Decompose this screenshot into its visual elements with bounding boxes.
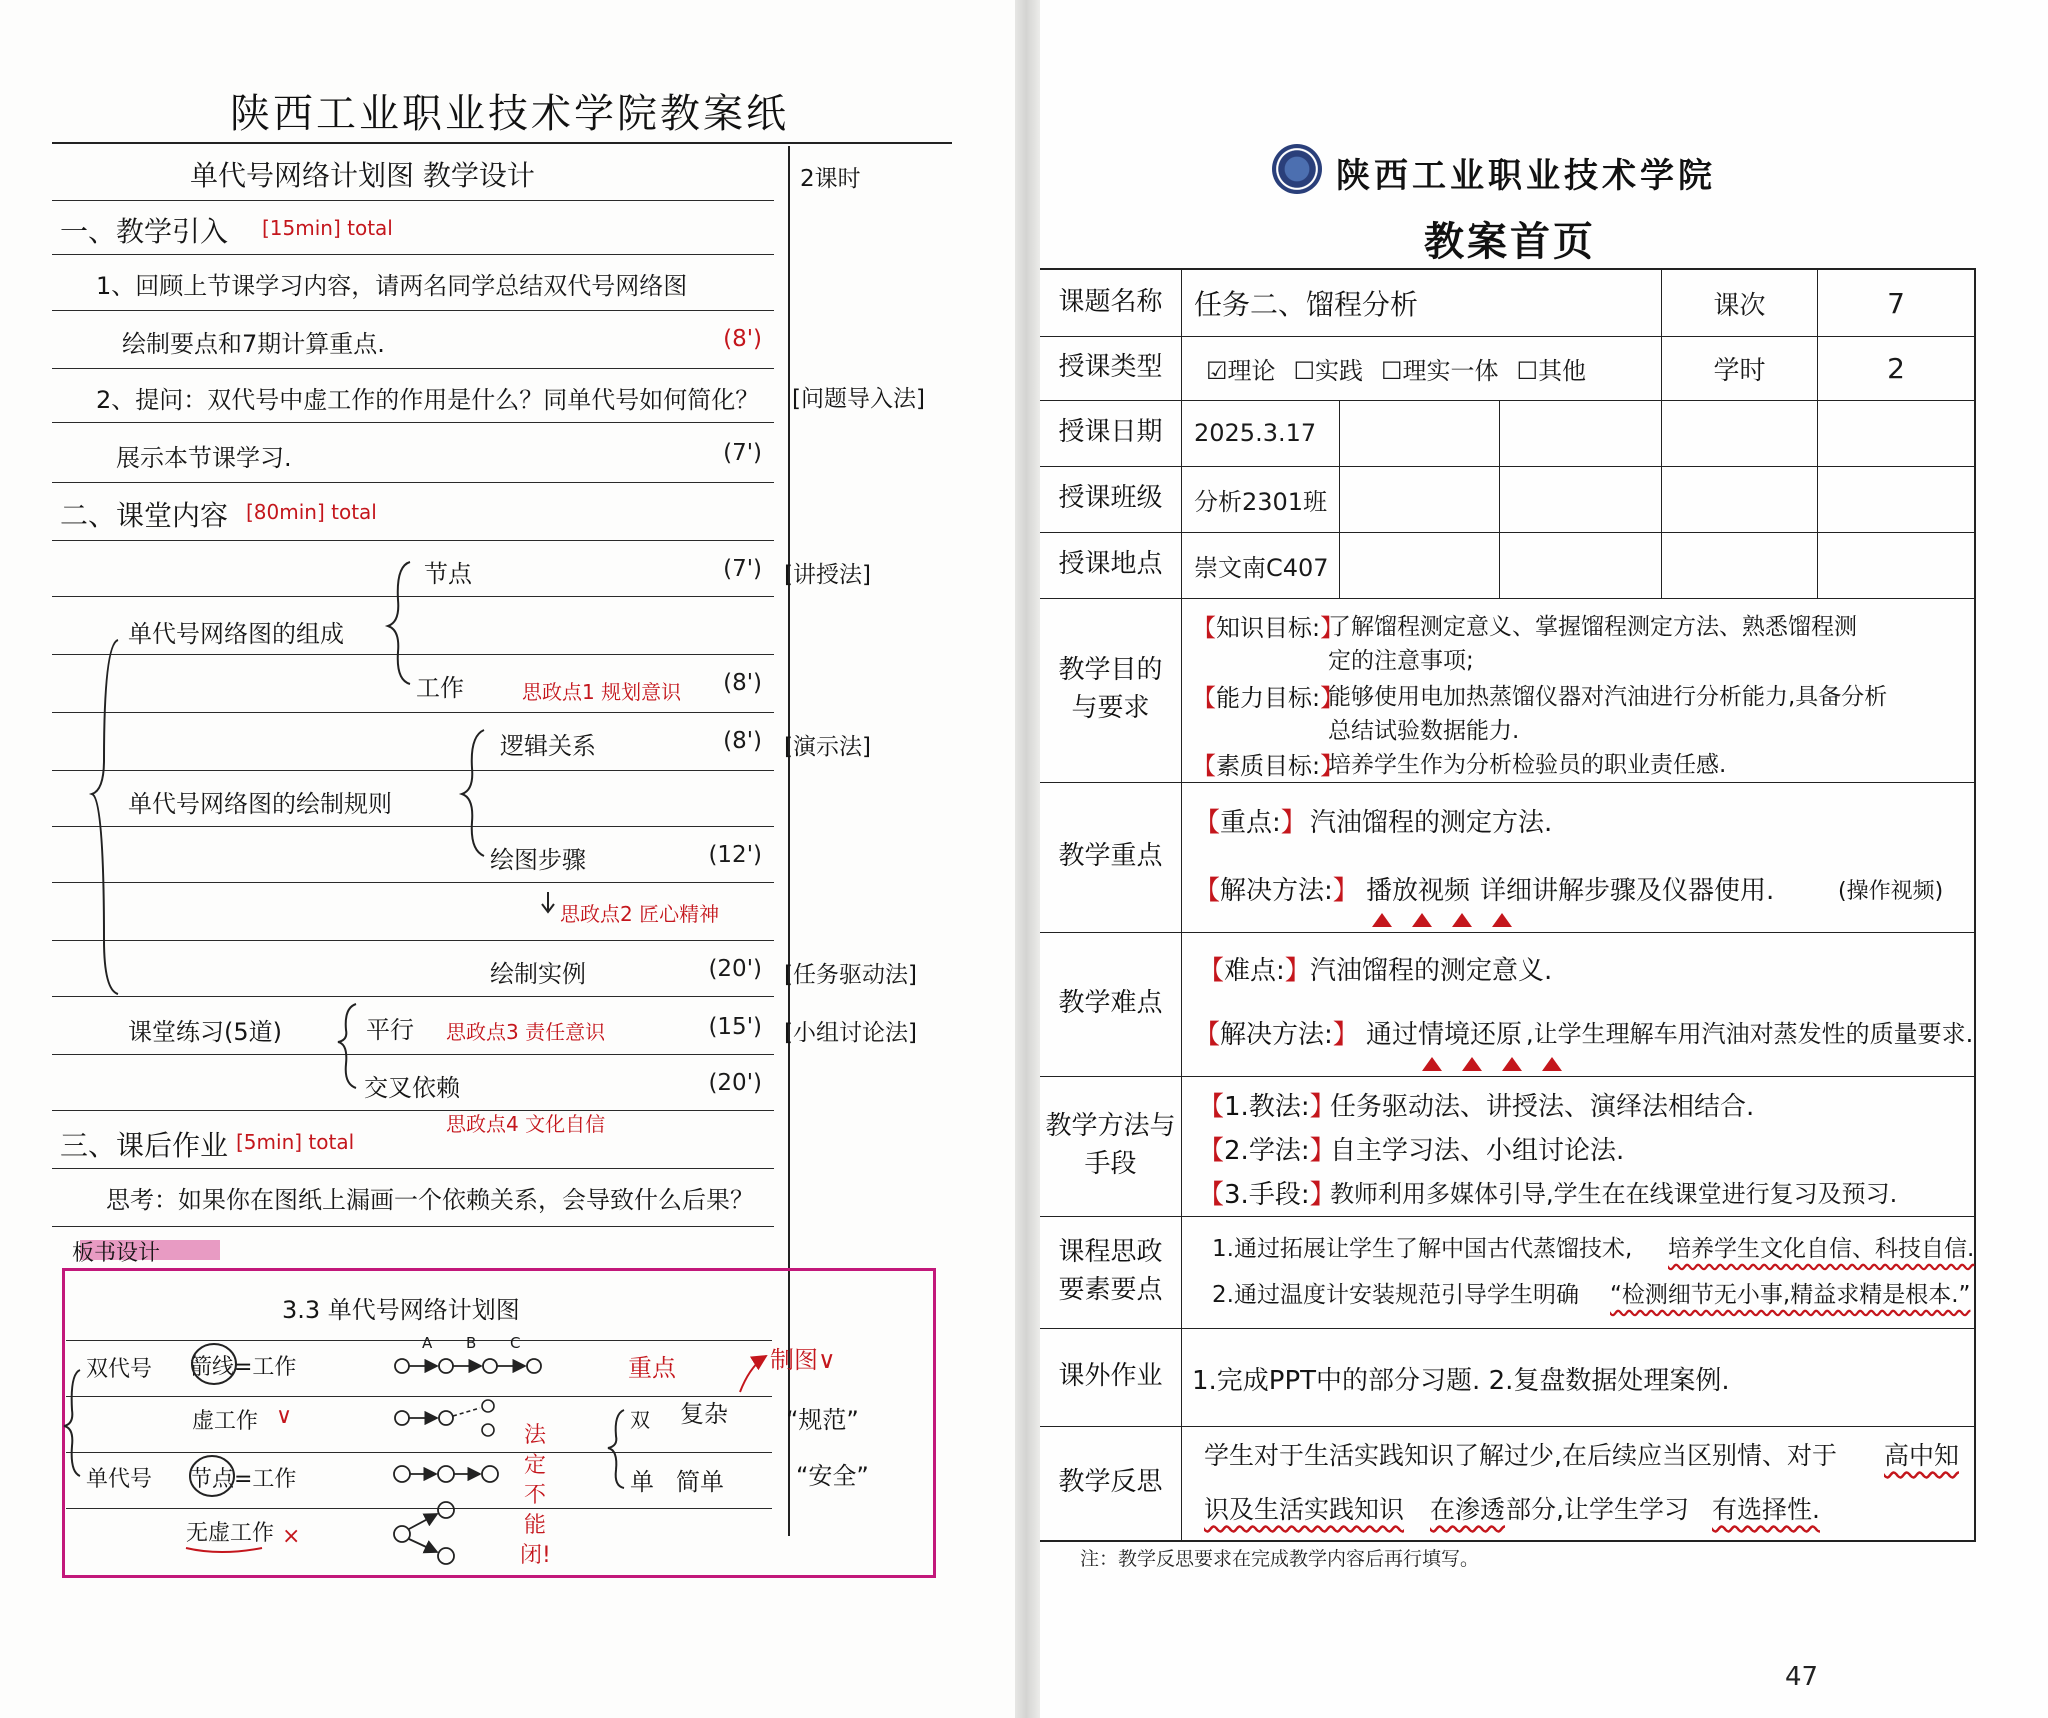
label-session: 课次	[1713, 290, 1766, 321]
goal-quality: 培养学生作为分析检验员的职业责任感.	[1328, 752, 1727, 778]
lesson-cover-form	[1040, 268, 1976, 1542]
emphasis-marks	[1362, 904, 1522, 934]
board-note-c: 不	[524, 1483, 547, 1508]
key-text: 汽油馏程的测定方法.	[1310, 808, 1553, 838]
reflection-2a: 识及生活实践知识	[1204, 1495, 1405, 1524]
board-standard: “规范”	[786, 1406, 859, 1434]
page-number: 47	[1785, 1662, 1819, 1692]
label-ideology-2: 要素要点	[1058, 1275, 1163, 1305]
item-steps: 绘图步骤	[490, 846, 586, 874]
label-ideology-1: 课程思政	[1058, 1237, 1163, 1268]
diff-solve-b: 情境还原	[1418, 1020, 1523, 1050]
item-cross-time: (20')	[708, 1070, 762, 1096]
emphasis-marks	[1412, 1048, 1572, 1078]
ideology-point-3: 思政点3 责任意识	[446, 1020, 606, 1044]
school-name: 陕西工业职业技术学院	[1336, 156, 1716, 196]
value-type	[1182, 336, 1662, 400]
reflection-2c: 部分,让学生学习	[1506, 1495, 1689, 1524]
row-key	[1040, 782, 1974, 933]
topic-text: 任务二、馏程分析	[1194, 288, 1419, 321]
method-demo: [演示法]	[784, 734, 871, 760]
lesson-title: 单代号网络计划图 教学设计	[190, 159, 535, 192]
label-hours-cell	[1662, 336, 1818, 400]
row-reflection	[1040, 1426, 1974, 1540]
board-check: ∨	[276, 1404, 293, 1429]
board-label-c: C	[510, 1334, 521, 1352]
key-tag: 【 重点: 】	[1194, 802, 1307, 839]
grid-cell	[1500, 466, 1662, 532]
triangle-mark	[1372, 913, 1392, 927]
value-place-cell	[1182, 532, 1340, 598]
item-example: 绘制实例	[490, 960, 586, 988]
board-label-b: B	[466, 1334, 477, 1352]
homework-question: 思考：如果你在图纸上漏画一个依赖关系，会导致什么后果？	[106, 1186, 754, 1214]
cover-title: 教案首页	[1424, 218, 1596, 265]
grid-cell	[1500, 532, 1662, 598]
board-label-a: A	[422, 1334, 433, 1352]
method-means: 教师利用多媒体引导,学生在在线课堂进行复习及预习.	[1330, 1180, 1898, 1208]
method-learn-tag: 【 2.学法: 】	[1198, 1130, 1336, 1167]
lesson-cover-page	[1040, 0, 2048, 1718]
diff-tag: 【 难点: 】	[1198, 950, 1311, 987]
section-1-time: [15min] total	[262, 216, 393, 240]
intro-item-2a: 2、提问：双代号中虚工作的作用是什么？同单代号如何简化？	[96, 386, 760, 414]
label-key: 教学重点	[1040, 782, 1182, 932]
intro-item-1a: 1、回顾上节课学习内容，请两名同学总结双代号网络图	[96, 272, 688, 300]
type-other[interactable]: ☐其他	[1516, 356, 1587, 385]
board-title: 3.3 单代号网络计划图	[282, 1296, 520, 1324]
item-composition: 单代号网络图的组成	[128, 620, 344, 648]
item-steps-time: (12')	[708, 842, 762, 868]
method-question: [问题导入法]	[792, 386, 925, 412]
board-virtual: 虚工作	[192, 1409, 259, 1434]
board-dual: 双代号	[86, 1357, 153, 1382]
value-class: 分析2301班	[1194, 487, 1328, 516]
goal-ability-tag: 【 能力目标: 】	[1192, 678, 1344, 713]
goal-knowledge-a: 了解馏程测定意义、掌握馏程测定方法、熟悉馏程测	[1328, 614, 1857, 640]
value-topic	[1182, 270, 1662, 336]
goal-ability-a: 能够使用电加热蒸馏仪器对汽油进行分析能力,具备分析	[1328, 684, 1888, 710]
label-ideology	[1040, 1216, 1182, 1328]
board-safety: “安全”	[796, 1462, 869, 1490]
item-rules: 单代号网络图的绘制规则	[128, 790, 392, 818]
method-task: [任务驱动法]	[784, 962, 917, 988]
triangle-mark	[1492, 913, 1512, 927]
diff-text: 汽油馏程的测定意义.	[1310, 956, 1553, 986]
goal-knowledge-b: 定的注意事项;	[1328, 648, 1474, 674]
board-dual-short: 双	[630, 1408, 650, 1432]
label-methods-1: 教学方法与	[1045, 1111, 1176, 1142]
board-note-a: 法	[524, 1423, 547, 1448]
ideology-2a: 2.通过温度计安装规范引导学生明确	[1212, 1282, 1579, 1308]
label-goals-2: 与要求	[1071, 693, 1150, 723]
board-node-eq: 节点=工作	[190, 1467, 297, 1492]
key-solve-a: 播放视频	[1366, 876, 1471, 906]
method-teach: 任务驱动法、讲授法、演绎法相结合.	[1330, 1092, 1755, 1122]
key-solve-tag: 【 解决方法: 】	[1194, 870, 1359, 907]
grid-cell	[1662, 400, 1818, 466]
item-cross: 交叉依赖	[364, 1074, 460, 1102]
triangle-mark	[1542, 1057, 1562, 1071]
board-note-d: 能	[524, 1513, 547, 1538]
label-hours: 学时	[1713, 355, 1766, 386]
method-teach-tag: 【 1.教法: 】	[1198, 1086, 1336, 1123]
row-difficulty	[1040, 932, 1974, 1077]
board-single-short: 单	[630, 1468, 654, 1496]
goal-knowledge-tag: 【 知识目标: 】	[1192, 608, 1344, 643]
section-2-time: [80min] total	[246, 500, 377, 524]
school-logo-icon	[1272, 144, 1322, 194]
row-methods	[1040, 1076, 1974, 1217]
method-means-tag: 【 3.手段: 】	[1198, 1174, 1336, 1211]
label-methods	[1040, 1076, 1182, 1216]
triangle-mark	[1462, 1057, 1482, 1071]
section-1-heading: 一、教学引入	[60, 215, 229, 248]
intro-item-2b: 展示本节课学习.	[116, 444, 292, 472]
row-ideology	[1040, 1216, 1974, 1329]
row-place	[1040, 532, 1974, 599]
label-type: 授课类型	[1040, 336, 1182, 400]
grid-cell	[1662, 466, 1818, 532]
value-session-cell	[1818, 270, 1974, 336]
reflection-1a: 学生对于生活实践知识了解过少,在后续应当区别情、对于	[1204, 1441, 1837, 1470]
intro-item-1b: 绘制要点和7期计算重点.	[122, 330, 385, 358]
diff-solve-a: 通过	[1366, 1020, 1419, 1050]
ideology-point-1: 思政点1 规划意识	[522, 680, 682, 704]
value-date: 2025.3.17	[1194, 419, 1317, 447]
book-gutter	[1015, 0, 1040, 1718]
method-group: [小组讨论法]	[784, 1020, 917, 1046]
ideology-1a: 1.通过拓展让学生了解中国古代蒸馏技术,	[1212, 1236, 1633, 1262]
section-2-heading: 二、课堂内容	[60, 499, 229, 532]
board-label: 板书设计	[72, 1241, 161, 1266]
ideology-point-4: 思政点4 文化自信	[446, 1112, 606, 1136]
homework-text: 1.完成PPT中的部分习题. 2.复盘数据处理案例.	[1192, 1366, 1730, 1396]
intro-item-2-time: (7')	[723, 440, 762, 466]
goal-quality-tag: 【 素质目标: 】	[1192, 746, 1344, 781]
method-lecture: [讲授法]	[784, 562, 871, 588]
key-solve-b: 详细讲解步骤及仪器使用.	[1480, 876, 1775, 906]
label-place: 授课地点	[1040, 532, 1182, 598]
section-3-heading: 三、课后作业	[60, 1129, 229, 1162]
value-place: 崇文南C407	[1194, 553, 1329, 582]
board-drawing: 制图∨	[770, 1346, 836, 1374]
triangle-mark	[1412, 913, 1432, 927]
type-theory[interactable]: ☑理论	[1206, 356, 1276, 385]
item-logic-time: (8')	[723, 728, 762, 754]
row-class	[1040, 466, 1974, 533]
ideology-1b: 培养学生文化自信、科技自信.	[1668, 1236, 1975, 1262]
label-date: 授课日期	[1040, 400, 1182, 466]
board-note-b: 定	[524, 1453, 547, 1478]
row-goals	[1040, 598, 1974, 783]
item-logic: 逻辑关系	[500, 732, 596, 760]
board-arrow-eq: 箭线=工作	[190, 1355, 297, 1380]
value-hours-cell	[1818, 336, 1974, 400]
goal-ability-b: 总结试验数据能力.	[1328, 718, 1520, 744]
lesson-plan-paper	[0, 0, 1015, 1718]
value-date-cell	[1182, 400, 1340, 466]
value-session: 7	[1887, 286, 1905, 320]
row-date	[1040, 400, 1974, 467]
grid-cell	[1818, 400, 1974, 466]
label-goals	[1040, 598, 1182, 782]
type-practice[interactable]: ☐实践	[1293, 356, 1364, 385]
label-methods-2: 手段	[1084, 1149, 1137, 1179]
item-node: 节点	[424, 560, 472, 588]
item-work-time: (8')	[723, 670, 762, 696]
triangle-mark	[1422, 1057, 1442, 1071]
section-3-time: [5min] total	[236, 1130, 355, 1154]
row-homework	[1040, 1328, 1974, 1427]
board-simple: 简单	[676, 1468, 724, 1496]
board-note-e: 闭!	[520, 1543, 551, 1568]
row-topic	[1040, 270, 1974, 337]
footnote: 注：教学反思要求在完成教学内容后再行填写。	[1080, 1548, 1480, 1570]
label-class: 授课班级	[1040, 466, 1182, 532]
intro-item-1-time: (8')	[723, 326, 762, 352]
method-learn: 自主学习法、小组讨论法.	[1330, 1136, 1625, 1166]
label-difficulty: 教学难点	[1040, 932, 1182, 1076]
key-solve-note: (操作视频)	[1838, 879, 1944, 904]
label-session-cell	[1662, 270, 1818, 336]
triangle-mark	[1452, 913, 1472, 927]
label-homework: 课外作业	[1040, 1328, 1182, 1426]
grid-cell	[1500, 400, 1662, 466]
grid-cell	[1818, 532, 1974, 598]
item-example-time: (20')	[708, 956, 762, 982]
row-type	[1040, 336, 1974, 401]
ideology-2b: “检测细节无小事,精益求精是根本.”	[1610, 1282, 1971, 1308]
grid-cell	[1662, 532, 1818, 598]
grid-cell	[1818, 466, 1974, 532]
board-complex: 复杂	[680, 1400, 728, 1428]
item-parallel-time: (15')	[708, 1014, 762, 1040]
board-single: 单代号	[86, 1467, 153, 1492]
reflection-1b: 高中知	[1884, 1441, 1960, 1470]
board-cross: ×	[282, 1524, 301, 1549]
grid-cell	[1340, 532, 1500, 598]
label-topic: 课题名称	[1040, 270, 1182, 336]
label-reflection: 教学反思	[1040, 1426, 1182, 1540]
diff-solve-tag: 【 解决方法: 】	[1194, 1014, 1359, 1051]
ideology-point-2: 思政点2 匠心精神	[560, 902, 720, 926]
board-key: 重点	[628, 1354, 676, 1382]
value-class-cell	[1182, 466, 1340, 532]
reflection-2d: 有选择性.	[1712, 1495, 1820, 1524]
grid-cell	[1340, 466, 1500, 532]
item-parallel: 平行	[366, 1016, 414, 1044]
triangle-mark	[1502, 1057, 1522, 1071]
item-node-time: (7')	[723, 556, 762, 582]
paper-title: 陕西工业职业技术学院教案纸	[230, 91, 789, 137]
label-goals-1: 教学目的	[1058, 655, 1163, 686]
periods-note: 2课时	[800, 166, 861, 192]
board-no-virtual: 无虚工作	[186, 1521, 275, 1546]
type-integrated[interactable]: ☐理实一体	[1381, 356, 1499, 385]
item-practice: 课堂练习(5道)	[128, 1018, 282, 1046]
reflection-2b: 在渗透	[1430, 1495, 1506, 1524]
diff-solve-c: ,让学生理解车用汽油对蒸发性的质量要求.	[1526, 1020, 1974, 1048]
value-hours: 2	[1887, 351, 1905, 385]
grid-cell	[1340, 400, 1500, 466]
item-work: 工作	[416, 674, 464, 702]
board-diagram-lines	[0, 0, 1015, 1718]
